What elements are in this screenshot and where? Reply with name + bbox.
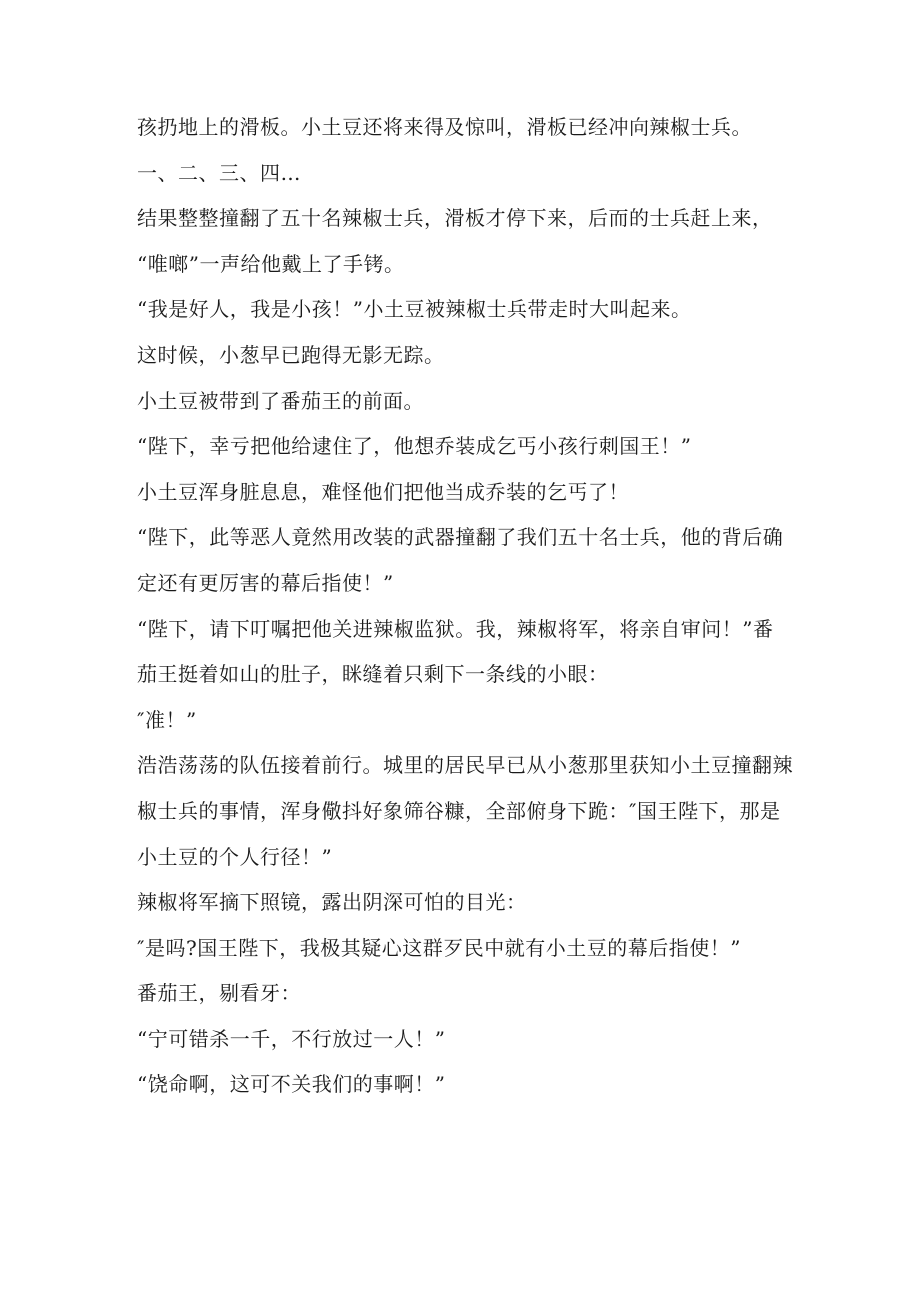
text-line: 辣椒将军摘下照镜，露出阴深可怕的目光：	[137, 890, 527, 915]
text-line: 茄王挺着如山的肚子，眯缝着只剩下一条线的小眼：	[137, 662, 609, 687]
text-line: 一、二、三、四…	[137, 160, 301, 185]
story-text	[137, 115, 793, 1120]
text-line: 结果整整撞翻了五十名辣椒士兵，滑板才停下来，后而的士兵赶上来，	[137, 206, 773, 231]
text-line: ″准！”	[137, 707, 197, 732]
text-line: 小土豆的个人行径！”	[137, 844, 333, 869]
text-line: ″是吗?国王陛下，我极其疑心这群歹民中就有小土豆的幕后指使！”	[137, 935, 741, 960]
text-line: “唯啷”一声给他戴上了手铐。	[137, 251, 405, 276]
text-line: 椒士兵的事情，浑身儆抖好象筛谷糠，全部俯身下跪：″国王陛下，那是	[137, 798, 781, 823]
text-line: 小土豆被带到了番茄王的前面。	[137, 388, 424, 413]
text-line: “陛下，请下叮嘱把他关进辣椒监狱。我，辣椒将军，将亲自审问！”番	[137, 616, 774, 641]
text-line: “陛下，此等恶人竟然用改装的武器撞翻了我们五十名士兵，他的背后确	[137, 525, 784, 550]
text-line: “宁可错杀一千，不行放过一人！”	[137, 1026, 446, 1051]
text-line: “陛下，幸亏把他给逮住了，他想乔装成乞丐小孩行刺国王！”	[137, 434, 692, 459]
text-line: 这时候，小葱早已跑得无影无踪。	[137, 342, 445, 367]
text-line: 小土豆浑身脏息息，难怪他们把他当成乔装的乞丐了！	[137, 479, 629, 504]
text-line: 定还有更厉害的幕后指使！”	[137, 570, 394, 595]
text-line: “我是好人，我是小孩！”小土豆被辣椒士兵带走时大叫起来。	[137, 297, 692, 322]
text-line: 番茄王，剔看牙：	[137, 981, 301, 1006]
text-line: 孩扔地上的滑板。小土豆还将来得及惊叫，滑板已经冲向辣椒士兵。	[137, 115, 752, 139]
text-line: “饶命啊，这可不关我们的事啊！”	[137, 1072, 446, 1097]
text-line: 浩浩荡荡的队伍接着前行。城里的居民早已从小葱那里获知小土豆撞翻辣	[137, 753, 793, 778]
